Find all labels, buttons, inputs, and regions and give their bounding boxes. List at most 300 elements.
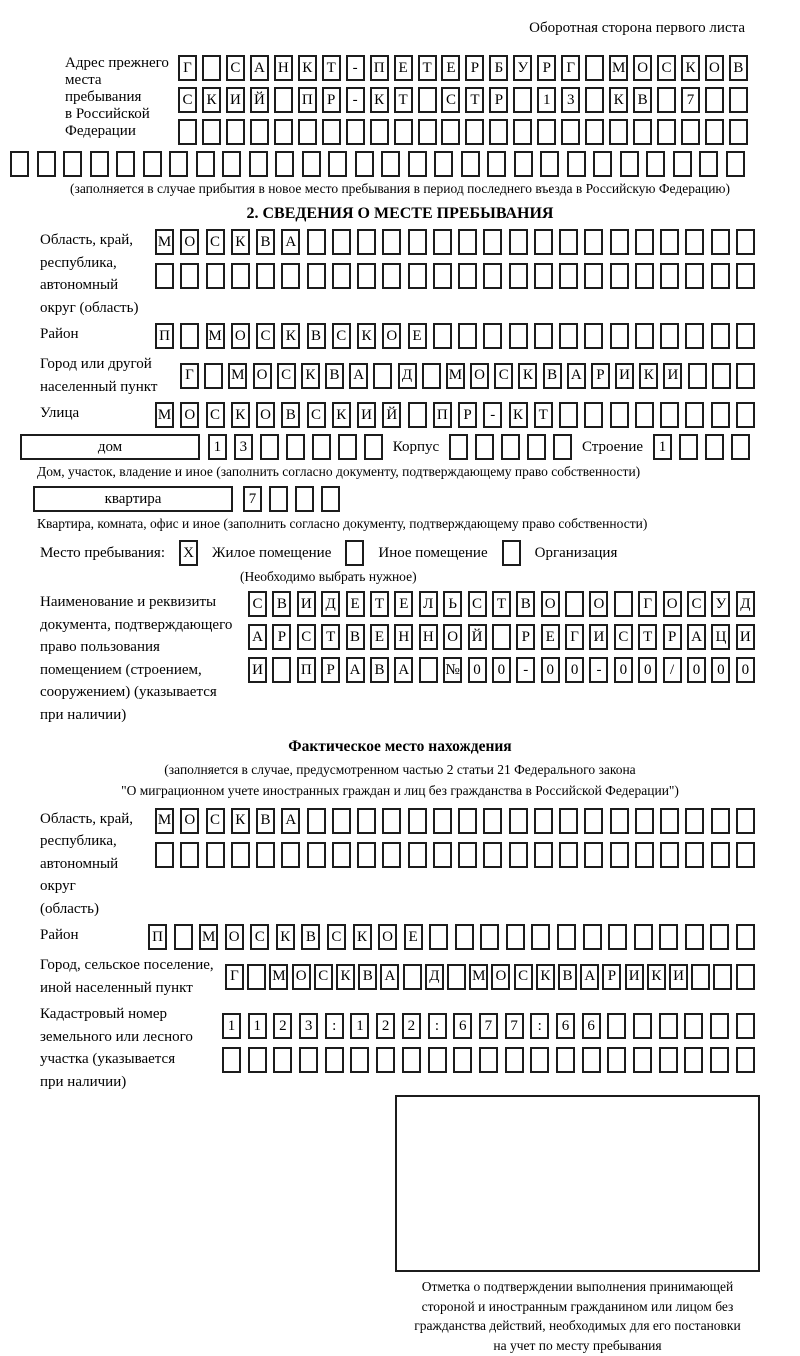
form-cell[interactable] (479, 1047, 498, 1073)
form-cell[interactable]: Р (537, 55, 556, 81)
form-cell[interactable] (256, 842, 275, 868)
form-cell[interactable]: 3 (561, 87, 580, 113)
form-cell[interactable] (408, 842, 427, 868)
form-cell[interactable]: О (180, 808, 199, 834)
form-cell[interactable]: И (589, 624, 608, 650)
form-cell[interactable] (681, 119, 700, 145)
form-cell[interactable] (534, 842, 553, 868)
form-cell[interactable]: - (516, 657, 535, 683)
form-cell[interactable] (585, 87, 604, 113)
form-cell[interactable] (433, 323, 452, 349)
form-cell[interactable] (373, 363, 392, 389)
form-cell[interactable]: - (589, 657, 608, 683)
form-cell[interactable] (299, 1047, 318, 1073)
form-cell[interactable]: Т (418, 55, 437, 81)
form-cell[interactable] (705, 87, 724, 113)
form-cell[interactable] (346, 119, 365, 145)
form-cell[interactable] (685, 402, 704, 428)
form-cell[interactable] (10, 151, 29, 177)
form-cell[interactable] (736, 1013, 755, 1039)
form-cell[interactable]: В (346, 624, 365, 650)
form-cell[interactable] (408, 402, 427, 428)
form-cell[interactable] (382, 842, 401, 868)
form-cell[interactable] (180, 842, 199, 868)
form-cell[interactable]: Т (492, 591, 511, 617)
form-cell[interactable] (178, 119, 197, 145)
form-cell[interactable] (660, 402, 679, 428)
form-cell[interactable] (699, 151, 718, 177)
form-cell[interactable] (635, 229, 654, 255)
form-cell[interactable] (196, 151, 215, 177)
form-cell[interactable]: 6 (556, 1013, 575, 1039)
form-cell[interactable] (206, 842, 225, 868)
form-cell[interactable] (364, 434, 383, 460)
form-cell[interactable] (729, 87, 748, 113)
form-cell[interactable]: С (226, 55, 245, 81)
form-cell[interactable]: О (633, 55, 652, 81)
form-cell[interactable]: 6 (453, 1013, 472, 1039)
form-cell[interactable] (710, 924, 729, 950)
form-cell[interactable]: М (199, 924, 218, 950)
form-cell[interactable] (376, 1047, 395, 1073)
form-cell[interactable]: 2 (273, 1013, 292, 1039)
form-cell[interactable] (530, 1047, 549, 1073)
form-cell[interactable] (731, 434, 750, 460)
form-cell[interactable] (63, 151, 82, 177)
form-cell[interactable] (169, 151, 188, 177)
form-cell[interactable] (302, 151, 321, 177)
form-cell[interactable]: Е (346, 591, 365, 617)
form-cell[interactable]: И (615, 363, 634, 389)
form-cell[interactable]: Д (425, 964, 444, 990)
form-cell[interactable] (534, 323, 553, 349)
form-cell[interactable] (559, 402, 578, 428)
form-cell[interactable]: Г (638, 591, 657, 617)
form-cell[interactable]: К (609, 87, 628, 113)
form-cell[interactable]: Б (489, 55, 508, 81)
form-cell[interactable]: П (370, 55, 389, 81)
form-cell[interactable] (418, 119, 437, 145)
form-cell[interactable]: В (301, 924, 320, 950)
form-cell[interactable] (685, 323, 704, 349)
form-cell[interactable] (357, 842, 376, 868)
form-cell[interactable] (610, 263, 629, 289)
form-cell[interactable]: Р (322, 87, 341, 113)
form-cell[interactable]: Т (534, 402, 553, 428)
form-cell[interactable] (458, 229, 477, 255)
form-cell[interactable] (685, 229, 704, 255)
form-cell[interactable]: С (206, 402, 225, 428)
form-cell[interactable]: Е (541, 624, 560, 650)
form-cell[interactable] (685, 924, 704, 950)
form-cell[interactable] (553, 434, 572, 460)
form-cell[interactable] (711, 263, 730, 289)
form-cell[interactable]: 0 (541, 657, 560, 683)
form-cell[interactable]: Р (663, 624, 682, 650)
form-cell[interactable]: П (155, 323, 174, 349)
form-cell[interactable] (325, 1047, 344, 1073)
form-cell[interactable] (307, 229, 326, 255)
form-cell[interactable] (487, 151, 506, 177)
form-cell[interactable]: С (327, 924, 346, 950)
form-cell[interactable]: Г (180, 363, 199, 389)
form-cell[interactable]: М (469, 964, 488, 990)
form-cell[interactable] (90, 151, 109, 177)
checkbox-residential[interactable]: X (179, 540, 198, 566)
form-cell[interactable]: А (349, 363, 368, 389)
form-cell[interactable] (559, 842, 578, 868)
form-cell[interactable]: К (357, 323, 376, 349)
form-cell[interactable] (370, 119, 389, 145)
form-cell[interactable]: - (346, 55, 365, 81)
form-cell[interactable] (711, 842, 730, 868)
form-cell[interactable] (458, 323, 477, 349)
form-cell[interactable]: С (614, 624, 633, 650)
form-cell[interactable] (461, 151, 480, 177)
form-cell[interactable]: Р (458, 402, 477, 428)
form-cell[interactable]: А (580, 964, 599, 990)
form-cell[interactable] (382, 263, 401, 289)
form-cell[interactable] (685, 263, 704, 289)
form-cell[interactable]: О (231, 323, 250, 349)
form-cell[interactable]: Н (419, 624, 438, 650)
form-cell[interactable]: О (443, 624, 462, 650)
form-cell[interactable]: В (729, 55, 748, 81)
form-cell[interactable]: В (272, 591, 291, 617)
form-cell[interactable]: Е (394, 55, 413, 81)
form-cell[interactable] (434, 151, 453, 177)
form-cell[interactable]: 1 (653, 434, 672, 460)
form-cell[interactable] (248, 1047, 267, 1073)
form-cell[interactable]: О (256, 402, 275, 428)
form-cell[interactable]: С (514, 964, 533, 990)
form-cell[interactable]: К (231, 229, 250, 255)
form-cell[interactable] (286, 434, 305, 460)
form-cell[interactable]: 3 (234, 434, 253, 460)
form-cell[interactable]: А (250, 55, 269, 81)
form-cell[interactable] (433, 263, 452, 289)
form-cell[interactable] (657, 119, 676, 145)
form-cell[interactable]: М (446, 363, 465, 389)
form-cell[interactable] (274, 87, 293, 113)
form-cell[interactable]: Й (382, 402, 401, 428)
form-cell[interactable] (250, 119, 269, 145)
form-cell[interactable] (332, 229, 351, 255)
form-cell[interactable] (736, 964, 755, 990)
form-cell[interactable]: С (206, 229, 225, 255)
form-cell[interactable]: 0 (687, 657, 706, 683)
form-cell[interactable] (394, 119, 413, 145)
form-cell[interactable]: В (281, 402, 300, 428)
form-cell[interactable]: О (253, 363, 272, 389)
form-cell[interactable]: И (357, 402, 376, 428)
form-cell[interactable] (433, 229, 452, 255)
form-cell[interactable] (298, 119, 317, 145)
form-cell[interactable]: К (370, 87, 389, 113)
form-cell[interactable] (350, 1047, 369, 1073)
form-cell[interactable] (537, 119, 556, 145)
form-cell[interactable] (713, 964, 732, 990)
form-cell[interactable] (357, 263, 376, 289)
form-cell[interactable] (726, 151, 745, 177)
form-cell[interactable]: А (346, 657, 365, 683)
form-cell[interactable]: С (297, 624, 316, 650)
form-cell[interactable] (585, 119, 604, 145)
form-cell[interactable]: 6 (582, 1013, 601, 1039)
form-cell[interactable]: 1 (350, 1013, 369, 1039)
form-cell[interactable] (736, 323, 755, 349)
form-cell[interactable] (272, 657, 291, 683)
form-cell[interactable]: К (518, 363, 537, 389)
form-cell[interactable] (332, 808, 351, 834)
form-cell[interactable] (281, 263, 300, 289)
form-cell[interactable]: С (657, 55, 676, 81)
form-cell[interactable] (403, 964, 422, 990)
form-cell[interactable]: К (301, 363, 320, 389)
form-cell[interactable] (534, 263, 553, 289)
form-cell[interactable]: 7 (479, 1013, 498, 1039)
form-cell[interactable] (433, 808, 452, 834)
form-cell[interactable] (226, 119, 245, 145)
form-cell[interactable]: Г (225, 964, 244, 990)
form-cell[interactable]: В (358, 964, 377, 990)
form-cell[interactable] (584, 808, 603, 834)
form-cell[interactable] (447, 964, 466, 990)
form-cell[interactable]: С (307, 402, 326, 428)
form-cell[interactable] (275, 151, 294, 177)
form-cell[interactable] (509, 842, 528, 868)
form-cell[interactable] (143, 151, 162, 177)
form-cell[interactable] (231, 842, 250, 868)
form-cell[interactable]: 1 (208, 434, 227, 460)
form-cell[interactable] (506, 924, 525, 950)
form-cell[interactable] (684, 1013, 703, 1039)
form-cell[interactable]: Т (370, 591, 389, 617)
form-cell[interactable]: Р (591, 363, 610, 389)
form-cell[interactable] (633, 119, 652, 145)
checkbox-organization[interactable] (502, 540, 521, 566)
form-cell[interactable]: Т (321, 624, 340, 650)
form-cell[interactable] (458, 808, 477, 834)
form-cell[interactable] (556, 1047, 575, 1073)
form-cell[interactable] (489, 119, 508, 145)
form-cell[interactable] (710, 1013, 729, 1039)
form-cell[interactable]: Й (250, 87, 269, 113)
form-cell[interactable]: Е (441, 55, 460, 81)
form-cell[interactable]: М (155, 808, 174, 834)
form-cell[interactable]: Е (404, 924, 423, 950)
form-cell[interactable]: М (269, 964, 288, 990)
form-cell[interactable]: О (589, 591, 608, 617)
form-cell[interactable] (673, 151, 692, 177)
form-cell[interactable] (710, 1047, 729, 1073)
form-cell[interactable] (736, 1047, 755, 1073)
form-cell[interactable]: : (530, 1013, 549, 1039)
form-cell[interactable]: О (180, 402, 199, 428)
form-cell[interactable]: А (281, 229, 300, 255)
form-cell[interactable] (712, 363, 731, 389)
form-cell[interactable] (381, 151, 400, 177)
form-cell[interactable]: Р (602, 964, 621, 990)
form-cell[interactable] (433, 842, 452, 868)
form-cell[interactable]: 2 (402, 1013, 421, 1039)
form-cell[interactable]: 1 (248, 1013, 267, 1039)
form-cell[interactable] (408, 808, 427, 834)
form-cell[interactable] (610, 808, 629, 834)
form-cell[interactable]: И (663, 363, 682, 389)
form-cell[interactable] (660, 323, 679, 349)
form-cell[interactable]: В (256, 808, 275, 834)
form-cell[interactable]: К (681, 55, 700, 81)
form-cell[interactable]: Д (398, 363, 417, 389)
form-cell[interactable] (480, 924, 499, 950)
form-cell[interactable]: : (428, 1013, 447, 1039)
form-cell[interactable] (419, 657, 438, 683)
form-cell[interactable]: К (336, 964, 355, 990)
form-cell[interactable]: М (155, 402, 174, 428)
form-cell[interactable]: - (346, 87, 365, 113)
form-cell[interactable] (202, 119, 221, 145)
form-cell[interactable]: С (441, 87, 460, 113)
form-cell[interactable]: К (202, 87, 221, 113)
form-cell[interactable] (307, 842, 326, 868)
form-cell[interactable] (583, 924, 602, 950)
form-cell[interactable]: О (378, 924, 397, 950)
form-cell[interactable] (659, 1047, 678, 1073)
form-cell[interactable]: В (558, 964, 577, 990)
form-cell[interactable] (222, 151, 241, 177)
form-cell[interactable]: С (178, 87, 197, 113)
form-cell[interactable]: Г (178, 55, 197, 81)
form-cell[interactable] (657, 87, 676, 113)
form-cell[interactable] (475, 434, 494, 460)
form-cell[interactable] (247, 964, 266, 990)
form-cell[interactable] (711, 808, 730, 834)
form-cell[interactable] (584, 842, 603, 868)
form-cell[interactable] (483, 323, 502, 349)
form-cell[interactable] (453, 1047, 472, 1073)
form-cell[interactable]: Т (394, 87, 413, 113)
form-cell[interactable] (559, 323, 578, 349)
form-cell[interactable]: Т (465, 87, 484, 113)
form-cell[interactable] (180, 323, 199, 349)
form-cell[interactable]: П (298, 87, 317, 113)
form-cell[interactable] (608, 924, 627, 950)
form-cell[interactable] (534, 229, 553, 255)
form-cell[interactable]: 0 (614, 657, 633, 683)
form-cell[interactable] (174, 924, 193, 950)
form-cell[interactable] (705, 434, 724, 460)
form-cell[interactable]: С (248, 591, 267, 617)
form-cell[interactable] (509, 323, 528, 349)
form-cell[interactable] (458, 842, 477, 868)
form-cell[interactable] (567, 151, 586, 177)
form-cell[interactable] (660, 263, 679, 289)
form-cell[interactable] (418, 87, 437, 113)
form-cell[interactable]: Т (322, 55, 341, 81)
form-cell[interactable]: О (470, 363, 489, 389)
form-cell[interactable]: В (307, 323, 326, 349)
form-cell[interactable] (633, 1013, 652, 1039)
form-cell[interactable]: И (248, 657, 267, 683)
form-cell[interactable] (155, 842, 174, 868)
form-cell[interactable] (610, 229, 629, 255)
form-cell[interactable] (736, 229, 755, 255)
form-cell[interactable] (607, 1013, 626, 1039)
form-cell[interactable]: С (256, 323, 275, 349)
form-cell[interactable]: 7 (243, 486, 262, 512)
form-cell[interactable] (458, 263, 477, 289)
form-cell[interactable]: У (711, 591, 730, 617)
form-cell[interactable] (206, 263, 225, 289)
form-cell[interactable] (736, 363, 755, 389)
form-cell[interactable]: О (180, 229, 199, 255)
form-cell[interactable] (729, 119, 748, 145)
form-cell[interactable]: Е (394, 591, 413, 617)
form-cell[interactable]: И (736, 624, 755, 650)
form-cell[interactable]: И (297, 591, 316, 617)
form-cell[interactable]: М (609, 55, 628, 81)
form-cell[interactable]: Р (516, 624, 535, 650)
form-cell[interactable] (584, 263, 603, 289)
form-cell[interactable] (322, 119, 341, 145)
form-cell[interactable]: К (281, 323, 300, 349)
form-cell[interactable] (37, 151, 56, 177)
form-cell[interactable]: О (225, 924, 244, 950)
form-cell[interactable]: 7 (505, 1013, 524, 1039)
form-cell[interactable] (610, 842, 629, 868)
form-cell[interactable]: Н (274, 55, 293, 81)
form-cell[interactable] (660, 229, 679, 255)
form-cell[interactable] (483, 263, 502, 289)
form-cell[interactable] (711, 323, 730, 349)
form-cell[interactable]: В (370, 657, 389, 683)
form-cell[interactable] (527, 434, 546, 460)
form-cell[interactable] (428, 1047, 447, 1073)
form-cell[interactable]: С (332, 323, 351, 349)
form-cell[interactable] (441, 119, 460, 145)
form-cell[interactable]: Р (321, 657, 340, 683)
form-cell[interactable] (609, 119, 628, 145)
form-cell[interactable] (705, 119, 724, 145)
form-cell[interactable] (635, 263, 654, 289)
form-cell[interactable]: С (494, 363, 513, 389)
form-cell[interactable] (328, 151, 347, 177)
form-cell[interactable] (531, 924, 550, 950)
form-cell[interactable] (422, 363, 441, 389)
form-cell[interactable] (492, 624, 511, 650)
form-cell[interactable]: 0 (711, 657, 730, 683)
form-cell[interactable] (593, 151, 612, 177)
form-cell[interactable] (610, 402, 629, 428)
form-cell[interactable] (584, 229, 603, 255)
form-cell[interactable]: Т (638, 624, 657, 650)
form-cell[interactable] (711, 229, 730, 255)
form-cell[interactable] (736, 263, 755, 289)
form-cell[interactable] (355, 151, 374, 177)
form-cell[interactable] (408, 263, 427, 289)
form-cell[interactable] (483, 808, 502, 834)
form-cell[interactable]: О (292, 964, 311, 990)
form-cell[interactable] (513, 87, 532, 113)
form-cell[interactable]: И (625, 964, 644, 990)
form-cell[interactable] (610, 323, 629, 349)
form-cell[interactable] (307, 263, 326, 289)
form-cell[interactable]: Д (736, 591, 755, 617)
form-cell[interactable] (635, 842, 654, 868)
form-cell[interactable]: 1 (537, 87, 556, 113)
form-cell[interactable] (509, 808, 528, 834)
